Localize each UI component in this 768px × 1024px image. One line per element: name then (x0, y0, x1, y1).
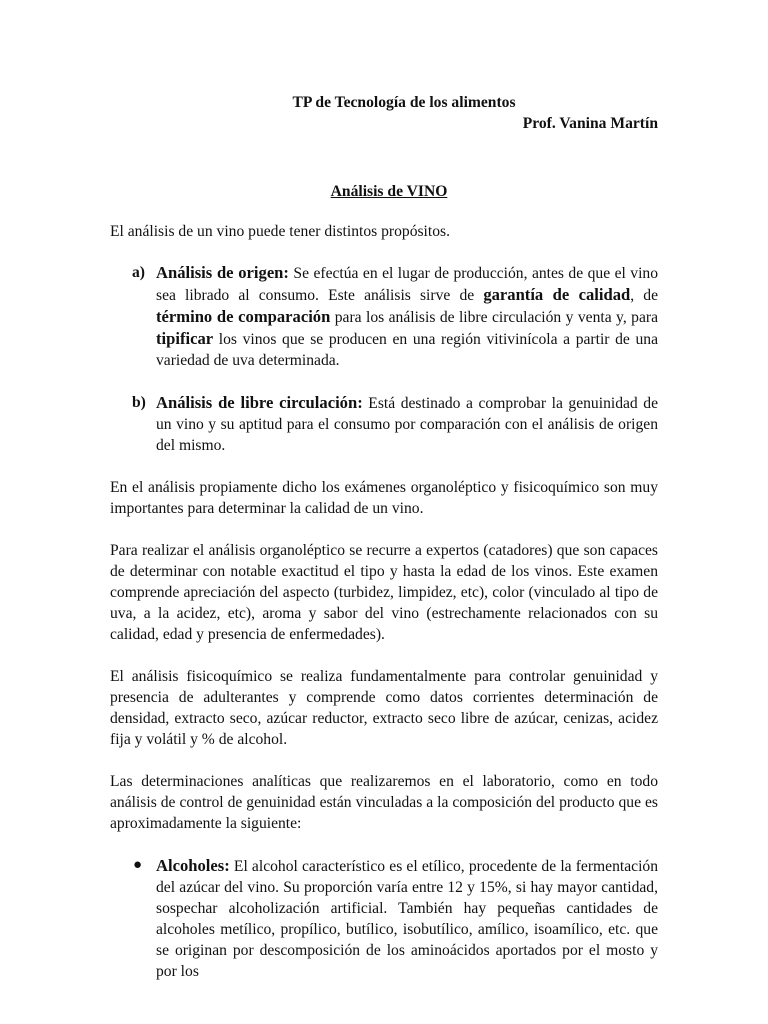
course-title: TP de Tecnología de los alimentos (292, 94, 516, 111)
item-text: El alcohol característico es el etílico, procedente de la fermentación del azúcar del vino. Su proporción varía entre 12 y 15%, si hay mayor cantidad, sospechar alcoholización artificial. También hay pequeñas cantidades de alcoholes metílico, propílico, butílico, isobutílico, amílico, isoamílico, etc. que se originan por descomposición de los aminoácidos aportados por el mosto y por los (156, 858, 658, 980)
item-text: , de (630, 287, 659, 304)
list-item-free-circulation (110, 392, 658, 456)
professor-name: Prof. Vanina Martín (522, 115, 658, 132)
intro-paragraph: El análisis de un vino puede tener distintos propósitos. (110, 223, 450, 240)
bullet-icon: ● (133, 857, 143, 873)
item-lead: Análisis de origen: (156, 263, 289, 282)
body-paragraph: En el análisis propiamente dicho los exámenes organoléptico y fisicoquímico son muy importantes para determinar la calidad de un vino. (110, 479, 658, 517)
list-item-origin (110, 262, 658, 371)
item-lead: Alcoholes: (156, 856, 230, 875)
item-emphasis: tipificar (156, 329, 214, 348)
list-marker: a) (132, 264, 145, 281)
list-marker: b) (132, 394, 146, 411)
item-emphasis: término de comparación (156, 307, 331, 326)
composition-list (110, 855, 658, 982)
document-page (110, 92, 658, 982)
item-text: los vinos que se producen en una región vitivinícola a partir de una variedad de uva determinada. (156, 331, 658, 369)
item-emphasis: garantía de calidad (483, 285, 631, 304)
page-title: Análisis de VINO (330, 183, 448, 200)
body-paragraph: Las determinaciones analíticas que realizaremos en el laboratorio, como en todo análisis de control de genuinidad están vinculadas a la composición del producto que es aproximadamente la siguiente: (110, 773, 658, 832)
body-paragraph: El análisis fisicoquímico se realiza fundamentalmente para controlar genuinidad y presencia de adulterantes y comprende como datos corrientes determinación de densidad, extracto seco, azúcar reductor, extracto seco libre de azúcar, cenizas, acidez fija y volátil y % de alcohol. (110, 668, 658, 748)
purpose-list (110, 262, 658, 456)
item-lead: Análisis de libre circulación: (156, 393, 363, 412)
item-text: para los análisis de libre circulación y venta y, para (330, 309, 658, 326)
body-paragraph: Para realizar el análisis organoléptico se recurre a expertos (catadores) que son capaces de determinar con notable exactitud el tipo y hasta la edad de los vinos. Este examen comprende apreciación del aspecto (turbidez, limpidez, etc), color (vinculado al tipo de uva, a la acidez, etc), aroma y sabor del vino (estrechamente relacionados con su calidad, edad y presencia de enfermedades). (110, 542, 658, 643)
item-text: Está destinado a comprobar la genuinidad de un vino y su aptitud para el consumo por comparación con el análisis de origen del mismo. (156, 395, 658, 454)
item-text: Se efectúa en el lugar de producción, antes de que el vino sea librado al consumo. Este análisis sirve de (156, 265, 658, 304)
list-item-alcoholes (110, 855, 658, 982)
